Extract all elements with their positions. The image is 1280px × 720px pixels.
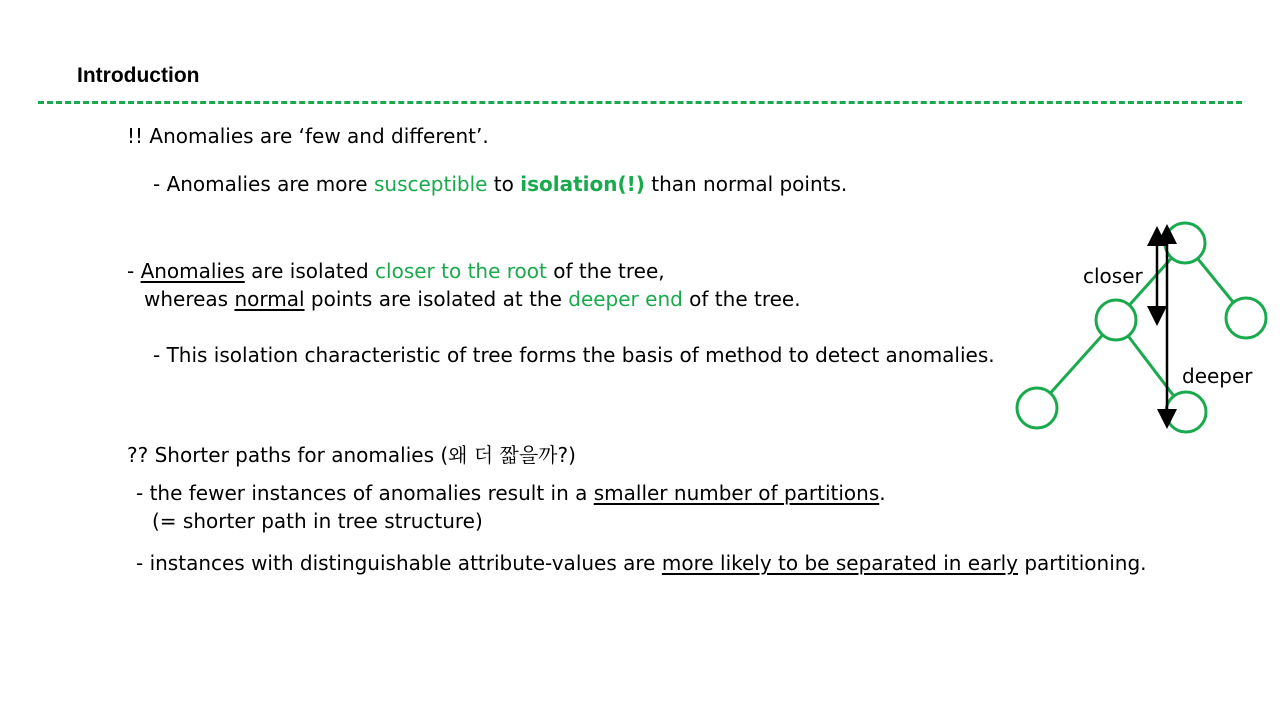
closer-label: closer <box>1083 264 1143 288</box>
statement-text: !! Anomalies are ‘few and different’. <box>127 124 489 148</box>
deeper-label: deeper <box>1182 364 1253 388</box>
distinguishable-prefix: - instances with distinguishable attribute-values are <box>136 551 662 575</box>
deeper-suffix: of the tree. <box>682 287 801 311</box>
isolation-tree-diagram <box>1000 210 1270 440</box>
tree-node-right <box>1226 298 1266 338</box>
closer-suffix: of the tree, <box>546 259 665 283</box>
shorter-paths-text: ?? Shorter paths for anomalies (왜 더 짧을까?) <box>127 443 576 467</box>
shorter-path-note <box>152 509 483 533</box>
deeper-mid: points are isolated at the <box>304 287 569 311</box>
closer-dash: - <box>127 259 141 283</box>
anomalies-underlined: Anomalies <box>140 259 245 283</box>
characteristic-text: - This isolation characteristic of tree forms the basis of method to detect anomalies. <box>153 343 995 367</box>
closer-mid: are isolated <box>244 259 376 283</box>
shorter-paths-heading <box>127 439 576 468</box>
tree-node-root <box>1165 223 1205 263</box>
smaller-partitions-underlined: smaller number of partitions <box>593 481 880 505</box>
deeper-prefix: whereas <box>144 287 235 311</box>
susceptible-suffix: than normal points. <box>644 172 848 196</box>
early-partitioning-underlined: more likely to be separated in early <box>661 551 1018 575</box>
fewer-suffix: . <box>879 481 886 505</box>
tree-node-leaf-left <box>1017 388 1057 428</box>
normal-underlined: normal <box>234 287 305 311</box>
susceptible-line <box>153 172 847 196</box>
page-title: Introduction <box>77 64 200 87</box>
fewer-instances-line <box>136 481 886 505</box>
tree-node-leaf-deep <box>1166 392 1206 432</box>
deeper-end-line <box>144 287 801 311</box>
isolation-word: isolation(!) <box>520 172 645 196</box>
susceptible-mid: to <box>487 172 521 196</box>
isolation-characteristic-line <box>153 343 995 367</box>
susceptible-prefix: - Anomalies are more <box>153 172 374 196</box>
closer-root-line <box>127 259 665 283</box>
title-divider <box>38 101 1242 104</box>
susceptible-word: susceptible <box>373 172 488 196</box>
statement-few-and-different <box>127 124 489 148</box>
distinguishable-line <box>136 551 1147 575</box>
distinguishable-suffix: partitioning. <box>1017 551 1147 575</box>
deeper-end-phrase: deeper end <box>568 287 683 311</box>
shorter-path-text: (= shorter path in tree structure) <box>152 509 483 533</box>
tree-node-left <box>1096 300 1136 340</box>
fewer-prefix: - the fewer instances of anomalies result in a <box>136 481 594 505</box>
closer-to-root-phrase: closer to the root <box>375 259 547 283</box>
